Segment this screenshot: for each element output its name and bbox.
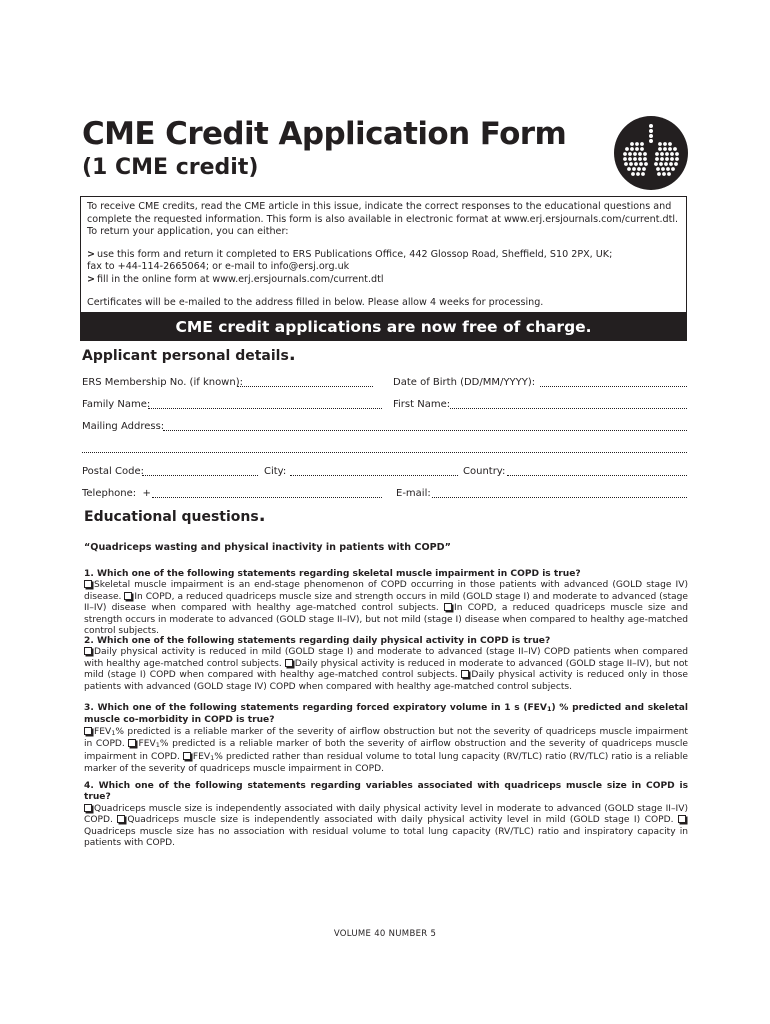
logo-dot [638, 157, 642, 161]
logo-dot [630, 142, 634, 146]
country-label: Country: [463, 466, 506, 477]
logo-dot [669, 162, 673, 166]
logo-dot [630, 147, 634, 151]
logo-dot [666, 167, 670, 171]
ers-logo-icon [614, 116, 688, 190]
logo-dot [649, 129, 653, 133]
logo-dot [649, 139, 653, 143]
email-label: E-mail: [396, 488, 431, 499]
question-1 [84, 569, 688, 637]
postal-code-label: Postal Code: [82, 466, 144, 477]
question-3 [84, 703, 688, 775]
logo-dot [643, 157, 647, 161]
arrow-icon: > [87, 248, 96, 260]
question-3-option-a: FEV1% predicted is a reliable marker of the severity of airflow obstruction but not the severity of quadriceps muscle impairment in COPD. [84, 726, 688, 750]
telephone-label: Telephone: + [82, 488, 151, 499]
question-2 [84, 636, 688, 693]
answer-checkbox[interactable] [84, 647, 92, 655]
email-field[interactable] [432, 497, 687, 498]
logo-dot [674, 162, 678, 166]
question-4-title: 4. Which one of the following statements regarding variables associated with quadriceps muscle size in COPD is true? [84, 781, 688, 803]
answer-checkbox[interactable] [84, 804, 92, 812]
answer-checkbox[interactable] [678, 815, 686, 823]
logo-dot [658, 142, 662, 146]
family-name-label: Family Name: [82, 399, 151, 410]
logo-dot [624, 162, 628, 166]
logo-dot [665, 152, 669, 156]
answer-checkbox[interactable] [84, 727, 92, 735]
postal-code-field[interactable] [142, 475, 258, 476]
logo-dot [660, 157, 664, 161]
certificates-note: Certificates will be e-mailed to the address filled in below. Please allow 4 weeks for processing. [87, 296, 544, 308]
logo-dot [633, 157, 637, 161]
question-4-option-c: Quadriceps muscle size has no association with residual volume to total lung capacity (RV/TLC) ratio and inspiratory capacity in patients with COPD. [84, 826, 688, 849]
logo-dot [634, 162, 638, 166]
mailing-address-field-line2[interactable] [82, 452, 687, 453]
return-option-fax: fax to +44-114-2665064; or e-mail to info@ersj.org.uk [87, 261, 350, 273]
dob-field[interactable] [540, 386, 687, 387]
form-subtitle: (1 CME credit) [82, 155, 259, 180]
answer-checkbox[interactable] [84, 580, 92, 588]
telephone-field[interactable] [152, 497, 382, 498]
logo-dot [632, 167, 636, 171]
question-3-option-c: FEV1% predicted rather than residual volume to total lung capacity (RV/TLC) ratio (RV/TLC) ratio is a reliable marker of the severity of quadriceps muscle impairment in COPD. [84, 751, 688, 775]
logo-dot [623, 152, 627, 156]
question-2-option-c: Daily physical activity is reduced only in those patients with advanced (GOLD stage IV) COPD when compared with healthy age-matched control subjects. [84, 670, 688, 692]
first-name-label: First Name: [393, 399, 451, 410]
first-name-field[interactable] [450, 408, 687, 409]
logo-dot [635, 147, 639, 151]
logo-dot [660, 152, 664, 156]
logo-dot [628, 157, 632, 161]
logo-dot [662, 172, 666, 176]
question-3-option-b: FEV1% predicted is a reliable marker of both the severity of airflow obstruction and the severity of quadriceps muscle impairment in COPD. [84, 739, 688, 762]
return-option-post: > use this form and return it completed to ERS Publications Office, 442 Glossop Road, Sheffield, S10 2PX, UK; [87, 248, 613, 260]
logo-dot [667, 172, 671, 176]
answer-checkbox[interactable] [461, 670, 469, 678]
answer-checkbox[interactable] [183, 752, 191, 760]
logo-dot [668, 142, 672, 146]
logo-dot [649, 124, 653, 128]
dob-label: Date of Birth (DD/MM/YYYY): [393, 377, 536, 388]
question-1-option-c: In COPD, a reduced quadriceps muscle size and strength occurs in moderate to advanced (GOLD stage II–IV), but not mild (stage I) disease when compared to healthy age-matched control subjects. [84, 603, 688, 637]
free-of-charge-banner: CME credit applications are now free of charge. [80, 313, 687, 341]
logo-dot [628, 152, 632, 156]
question-1-option-a: Skeletal muscle impairment is an end-stage phenomenon of COPD occurring in those patients with advanced (GOLD stage IV) disease. [84, 580, 688, 602]
logo-dot [639, 162, 643, 166]
city-label: City: [264, 466, 287, 477]
logo-dot [655, 157, 659, 161]
return-option-online: > fill in the online form at www.erj.ersjournals.com/current.dtl [87, 273, 384, 285]
volume-footer: VOLUME 40 NUMBER 5 [333, 929, 437, 939]
logo-dot [644, 162, 648, 166]
logo-dot [670, 157, 674, 161]
applicant-heading: Applicant personal details. [82, 344, 296, 365]
logo-dot [635, 142, 639, 146]
logo-dot [671, 167, 675, 171]
logo-dot [631, 172, 635, 176]
educational-heading: Educational questions. [84, 505, 266, 526]
logo-dot [659, 162, 663, 166]
family-name-field[interactable] [148, 408, 382, 409]
logo-dot [629, 162, 633, 166]
arrow-icon: > [87, 273, 96, 285]
membership-field[interactable] [237, 386, 373, 387]
question-2-option-b: Daily physical activity is reduced in moderate to advanced (GOLD stage II–IV), but not mild (stage I) COPD when compared with healthy age-matched control subjects. [84, 658, 688, 681]
logo-dot [673, 147, 677, 151]
logo-dot [642, 167, 646, 171]
logo-dot [675, 152, 679, 156]
logo-dot [625, 147, 629, 151]
logo-dot [649, 134, 653, 138]
logo-dot [637, 167, 641, 171]
answer-checkbox[interactable] [128, 739, 136, 747]
city-field[interactable] [290, 475, 458, 476]
answer-checkbox[interactable] [285, 659, 293, 667]
logo-dot [657, 172, 661, 176]
question-4-option-a: Quadriceps muscle size is independently associated with daily physical activity level in moderate to advanced (GOLD stage II–IV) COPD. [84, 803, 688, 826]
article-title: “Quadriceps wasting and physical inactivity in patients with COPD” [84, 542, 451, 553]
logo-dot [665, 157, 669, 161]
question-2-title: 2. Which one of the following statements regarding daily physical activity in COPD is true? [84, 636, 551, 646]
logo-dot [661, 167, 665, 171]
logo-dot [663, 147, 667, 151]
mailing-address-field[interactable] [163, 430, 687, 431]
logo-dot [656, 167, 660, 171]
question-4 [84, 781, 688, 849]
question-2-option-a: Daily physical activity is reduced in mild (GOLD stage I) and moderate to advanced (stage II–IV) COPD patients when compared with healthy age-matched control subjects. [84, 647, 688, 669]
logo-dot [623, 157, 627, 161]
question-4-option-b: Quadriceps muscle size is independently associated with daily physical activity level in mild (GOLD stage I) COPD. [127, 815, 674, 826]
question-1-option-b: In COPD, a reduced quadriceps muscle size and strength occurs in mild (GOLD stage I) and moderate to advanced (stage II–IV) disease when compared with healthy age-matched control subjects. [84, 591, 688, 614]
logo-dot [641, 172, 645, 176]
logo-dot [654, 162, 658, 166]
form-title: CME Credit Application Form [82, 116, 567, 152]
question-3-title: 3. Which one of the following statements regarding forced expiratory volume in 1 s (FEV1) % predicted and skeletal muscle co-morbidity in COPD is true? [84, 703, 688, 726]
answer-checkbox[interactable] [117, 815, 125, 823]
country-field[interactable] [507, 475, 687, 476]
logo-dot [658, 147, 662, 151]
logo-dot [663, 142, 667, 146]
logo-dot [670, 152, 674, 156]
logo-dot [668, 147, 672, 151]
answer-checkbox[interactable] [444, 603, 452, 611]
logo-dot [627, 167, 631, 171]
logo-dot [638, 152, 642, 156]
membership-label: ERS Membership No. (if known): [82, 377, 243, 388]
answer-checkbox[interactable] [124, 592, 132, 600]
logo-dot [633, 152, 637, 156]
logo-dot [640, 147, 644, 151]
logo-dot [640, 142, 644, 146]
question-1-title: 1. Which one of the following statements regarding skeletal muscle impairment in COPD is true? [84, 569, 581, 579]
logo-dot [636, 172, 640, 176]
instructions-text: To receive CME credits, read the CME article in this issue, indicate the correct responses to the educational questions and complete the requested information. This form is also available in electronic format at www.erj.ersjournals.com/current.dtl. To return your application, you can either: [87, 201, 679, 238]
logo-dot [664, 162, 668, 166]
instructions-box [80, 196, 687, 313]
logo-dot [643, 152, 647, 156]
telephone-prefix: + [142, 488, 151, 499]
logo-dot [675, 157, 679, 161]
mailing-address-label: Mailing Address: [82, 421, 165, 432]
logo-dot [655, 152, 659, 156]
